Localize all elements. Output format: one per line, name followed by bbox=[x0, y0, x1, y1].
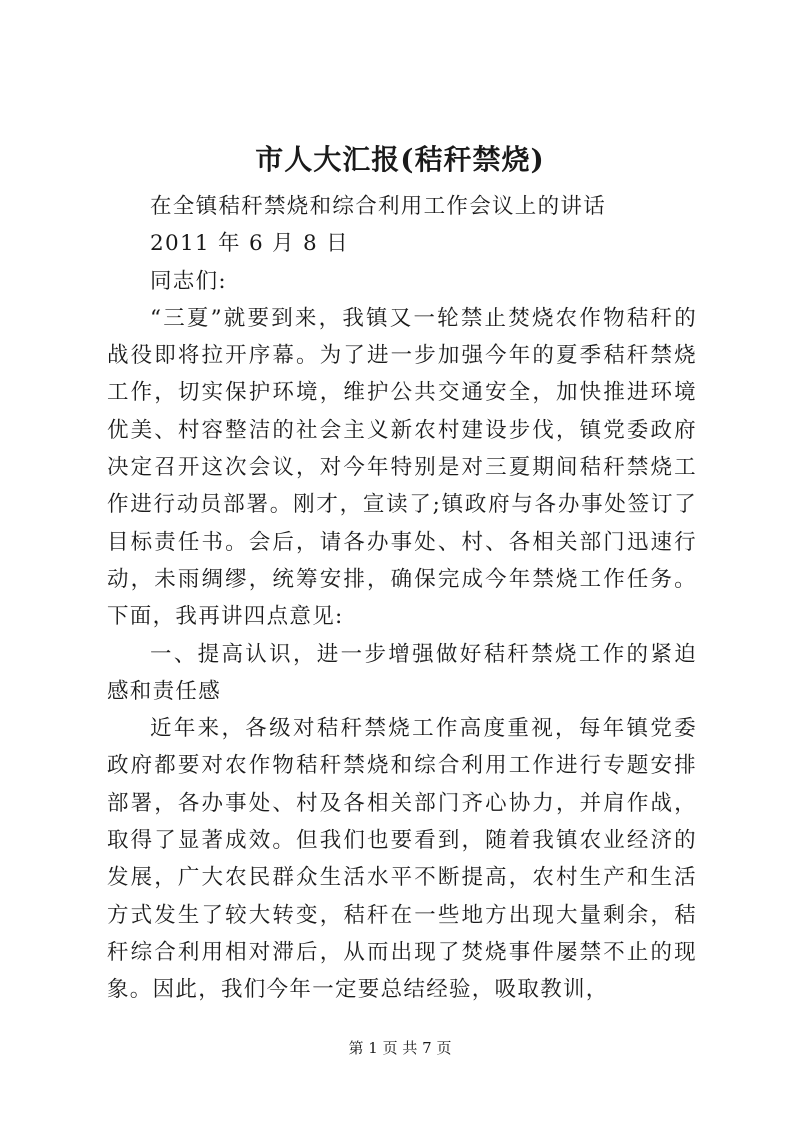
page-number-footer: 第 1 页 共 7 页 bbox=[348, 1039, 452, 1057]
section-heading-1: 一、提高认识，进一步增强做好秸秆禁烧工作的紧迫感和责任感 bbox=[107, 641, 697, 704]
salutation-line: 同志们: bbox=[150, 268, 227, 294]
subtitle-line: 在全镇秸秆禁烧和综合利用工作会议上的讲话 bbox=[150, 194, 607, 219]
document-title: 市人大汇报(秸秆禁烧) bbox=[255, 143, 545, 176]
paragraph-section-1: 近年来，各级对秸秆禁烧工作高度重视，每年镇党委政府都要对农作物秸秆禁烧和综合利用工作进行专题安排部署，各办事处、村及各相关部门齐心协力，并肩作战，取得了显著成效。但我们也要看到，随着我镇农业经济的发展，广大农民群众生活水平不断提高，农村生产和生活方式发生了较大转变，秸秆在一些地方出现大量剩余，秸秆综合利用相对滞后，从而出现了焚烧事件屡禁不止的现象。因此，我们今年一定要总结经验，吸取教训， bbox=[107, 716, 697, 1003]
date-line: 2011 年 6 月 8 日 bbox=[150, 231, 349, 257]
paragraph-intro: “三夏”就要到来，我镇又一轮禁止焚烧农作物秸秆的战役即将拉开序幕。为了进一步加强今年的夏季秸秆禁烧工作，切实保护环境，维护公共交通安全，加快推进环境优美、村容整洁的社会主义新农村建设步伐，镇党委政府决定召开这次会议，对今年特别是对三夏期间秸秆禁烧工作进行动员部署。刚才，宣读了;镇政府与各办事处签订了目标责任书。会后，请各办事处、村、各相关部门迅速行动，未雨绸缪，统筹安排，确保完成今年禁烧工作任务。下面，我再讲四点意见: bbox=[107, 305, 697, 630]
document-body bbox=[107, 188, 697, 1009]
